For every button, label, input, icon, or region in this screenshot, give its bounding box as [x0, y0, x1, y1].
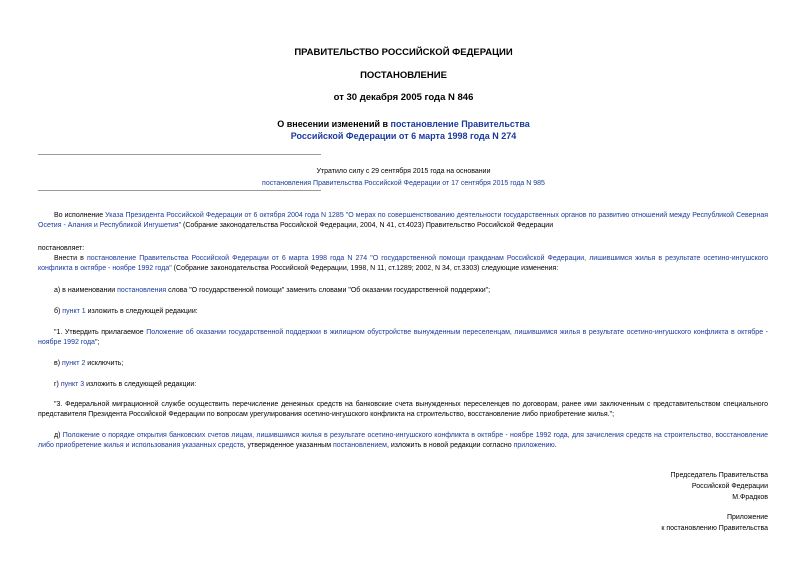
- item-g-prefix: г): [54, 381, 61, 388]
- appendix-title: Приложение: [726, 514, 768, 521]
- item-v-suffix: исключить;: [85, 360, 124, 367]
- title-prefix: О внесении изменений в: [277, 119, 391, 129]
- item-b-prefix: б): [54, 308, 63, 315]
- item-g-suffix: изложить в следующей редакции:: [84, 381, 197, 388]
- link-postanovleniya[interactable]: постановления: [117, 287, 167, 294]
- signature-body: Российской Федерации: [691, 483, 768, 490]
- link-polozhenie-ob-okazanii[interactable]: Положение об оказании государственной поддержки в жилищном обустройстве вынужденным переселенцам, лишившимся жилья в результате осетино-ингушского конфликта в октябре - ноябре 1992 года: [38, 329, 769, 346]
- item-a: [38, 286, 768, 296]
- item-a-prefix: а) в наименовании: [54, 287, 118, 294]
- document-type: ПОСТАНОВЛЕНИЕ: [360, 70, 447, 81]
- signature-block: [671, 470, 768, 503]
- divider-top: [38, 154, 321, 155]
- amend-prefix: Внести в: [54, 255, 87, 262]
- amend-suffix: (Собрание законодательства Российской Федерации, 1998, N 11, ст.1289; 2002, N 34, ст.3303) следующие изменения:: [171, 264, 559, 272]
- quote-1-prefix: "1. Утвердить прилагаемое: [54, 329, 147, 336]
- document-title: [0, 118, 807, 142]
- quote-item-3: "3. Федеральной миграционной службе осуществить перечисление денежных средств на банковские счета вынужденных переселенцев по договорам, ранее ими заключенным с представительством специального представителя Президента Российской Федерации по вопросам урегулирования осетино-ингушского конфликта на строительство, восстановление либо приобретение жилья.";: [38, 401, 768, 418]
- paragraph-preamble: [38, 211, 768, 230]
- item-d-mid-1: , утвержденное указанным: [243, 441, 333, 449]
- appendix-ref: к постановлению Правительства: [661, 525, 768, 532]
- title-link-1[interactable]: постановление Правительства: [390, 119, 530, 129]
- link-ukaz[interactable]: Указа Президента Российской Федерации от 6 октября 2004 года N 1285 "О мерах по совершенствованию деятельности государственных органов по развитию отношений между Республикой Северная Осетия - Алания и Республикой Ингушетия": [38, 212, 769, 229]
- status-line: Утратило силу с 29 сентября 2015 года на основании: [316, 168, 491, 175]
- item-a-suffix: слова "О государственной помощи" заменить словами "Об оказании государственной поддержки";: [166, 287, 491, 294]
- link-punkt-1[interactable]: пункт 1: [62, 308, 86, 315]
- title-link-2[interactable]: Российской Федерации от 6 марта 1998 года N 274: [290, 131, 517, 141]
- signature-name: М.Фрадков: [732, 494, 768, 501]
- item-d-prefix: д): [54, 432, 63, 439]
- item-b-suffix: изложить в следующей редакции:: [85, 308, 198, 315]
- quote-item-1: [38, 328, 768, 347]
- link-polozhenie-o-poryadke[interactable]: Положение о порядке открытия банковских счетов лицам, лишившимся жилья в результате осетино-ингушского конфликта в октябре - ноябре 1992 года, для зачисления средств на строительство, восстановление либо приобретение жилья и использования указанных средств: [38, 432, 768, 449]
- link-postanovleniem[interactable]: постановлением: [332, 441, 387, 449]
- item-d: [38, 431, 768, 450]
- link-prilozheniyu[interactable]: приложению: [513, 441, 555, 449]
- paragraph-resolves: постановляет:: [38, 245, 85, 252]
- document-date: от 30 декабря 2005 года N 846: [333, 92, 474, 103]
- item-v: [38, 359, 768, 369]
- link-punkt-3[interactable]: пункт 3: [60, 381, 85, 388]
- item-b: [38, 307, 768, 317]
- quote-1-suffix: ";: [94, 338, 100, 346]
- government-name: ПРАВИТЕЛЬСТВО РОССИЙСКОЙ ФЕДЕРАЦИИ: [294, 47, 513, 58]
- item-d-mid-2: , изложить в новой редакции согласно: [386, 441, 514, 449]
- link-punkt-2[interactable]: пункт 2: [62, 360, 86, 367]
- status-link[interactable]: постановления Правительства Российской Федерации от 17 сентября 2015 года N 985: [262, 180, 545, 187]
- preamble-suffix: (Собрание законодательства Российской Федерации, 2004, N 41, ст.4023) Правительство Российской Федерации: [181, 221, 554, 229]
- item-d-suffix: .: [554, 441, 557, 449]
- appendix-block: [661, 512, 768, 534]
- link-postanovlenie-274[interactable]: постановление Правительства Российской Федерации от 6 марта 1998 года N 274 "О государственной помощи гражданам Российской Федерации, лишившимся жилья в результате осетино-ингушского конфликта в октябре - ноябре 1992 года": [38, 255, 768, 272]
- item-g: [38, 380, 768, 390]
- divider-bottom: [38, 190, 321, 191]
- item-v-prefix: в): [54, 360, 62, 367]
- signature-position: Председатель Правительства: [670, 472, 768, 479]
- paragraph-amend: [38, 254, 768, 273]
- preamble-prefix: Во исполнение: [54, 212, 106, 219]
